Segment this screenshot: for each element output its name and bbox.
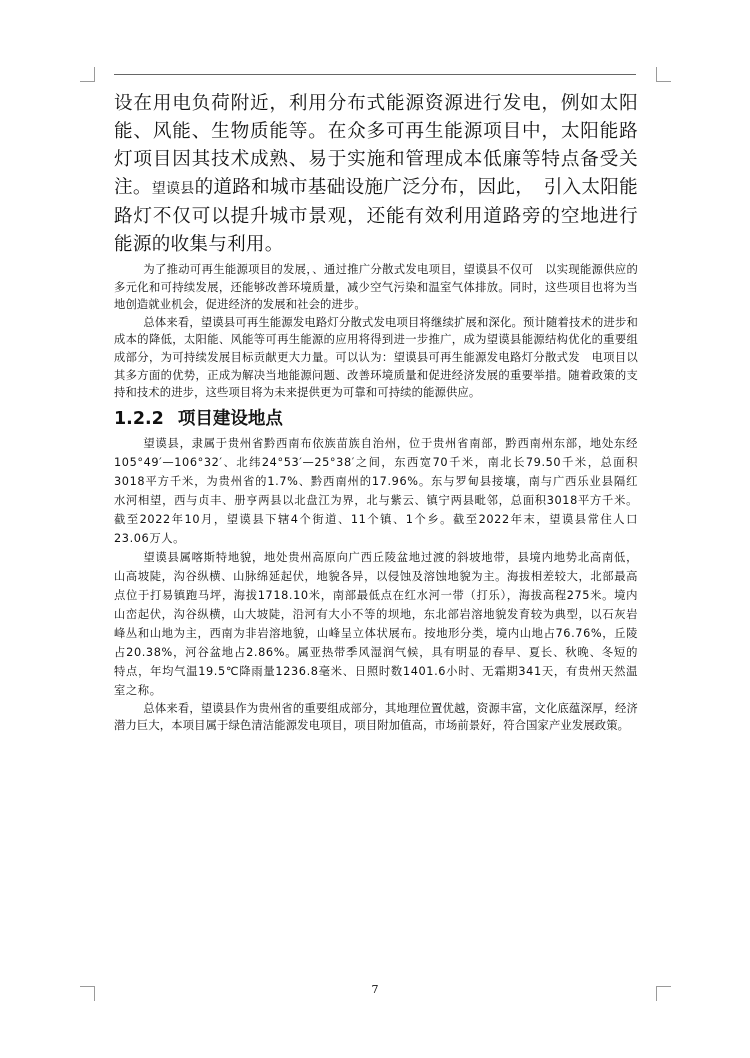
page-body xyxy=(114,90,638,735)
summary-paragraph: 总体来看，望谟县作为贵州省的重要组成部分，其地理位置优越，资源丰富，文化底蕴深厚，经济潜力巨大，本项目属于绿色清洁能源发电项目，项目附加值高，市场前景好，符合国家产业发展政策。 xyxy=(114,701,638,733)
lead-text-2: 的道路和城市基础设施广泛分布，因此， 引入太阳能路灯不仅可以提升城市景观，还能有效利用道路旁的空地进行能源的收集与利用。 xyxy=(114,177,639,255)
section-number: 1.2.2 xyxy=(114,408,164,429)
lead-county: 望谟县 xyxy=(151,181,195,197)
lead-paragraph xyxy=(114,90,638,259)
page-number: 7 xyxy=(371,983,379,996)
section-heading xyxy=(114,407,638,431)
location-paragraph: 望谟县，隶属于贵州省黔西南布依族苗族自治州，位于贵州省南部，黔西南州东部，地处东经105°49′—106°32′、北纬24°53′—25°38′之间，东西宽70千米，南北长79.50千米，总面积3018平方千米，为贵州省的1.7%、黔西南州的17.96%。东与罗甸县接壤，南与广西乐业县隔红水河相望，西与贞丰、册亨两县以北盘江为界，北与紫云、镇宁两县毗邻，总面积3018平方千米。截至2022年10月，望谟县下辖4个街道、11个镇、1个乡。截至2022年末，望谟县常住人口23.06万人。 xyxy=(114,436,638,545)
crop-mark-top-right xyxy=(656,67,671,82)
body-paragraph-1: 为了推动可再生能源项目的发展，、通过推广分散式发电项目，望谟县不仅可 以实现能源供应的多元化和可持续发展，还能够改善环境质量，减少空气污染和温室气体排放。同时，这些项目也将为当地创造就业机会，促进经济的发展和社会的进步。 xyxy=(114,263,638,312)
terrain-paragraph: 望谟县属喀斯特地貌，地处贵州高原向广西丘陵盆地过渡的斜坡地带，县境内地势北高南低，山高坡陡，沟谷纵横、山脉绵延起伏，地貌各异，以侵蚀及溶蚀地貌为主。海拔相差较大，北部最高点位于打易镇跑马坪，海拔1718.10米，南部最低点在红水河一带（打乐），海拔高程275米。境内山峦起伏，沟谷纵横，山大坡陡，沿河有大小不等的坝地，东北部岩溶地貌发育较为典型，以石灰岩峰丛和山地为主，西南为非岩溶地貌，山峰呈立体状展布。按地形分类，境内山地占76.76%，丘陵占20.38%，河谷盆地占2.86%。属亚热带季风湿润气候，具有明显的春早、夏长、秋晚、冬短的特点，年均气温19.5℃降雨量1236.8毫米、日照时数1401.6小时、无霜期341天，有贵州天然温室之称。 xyxy=(114,550,638,697)
body-paragraph-2: 总体来看，望谟县可再生能源发电路灯分散式发电项目将继续扩展和深化。预计随着技术的进步和成本的降低，太阳能、风能等可再生能源的应用将得到进一步推广，成为望谟县能源结构优化的重要组成部分，为可持续发展目标贡献更大力量。可以认为：望谟县可再生能源发电路灯分散式发 电项目以其多方面的优势，正成为解决当地能源问题、改善环境质量和促进经济发展的重要举措。随着政策的支持和技术的进步，这些项目将为未来提供更为可靠和可持续的能源供应。 xyxy=(114,315,638,400)
section-title: 项目建设地点 xyxy=(177,408,283,429)
lead-text-1: 设在用电负荷附近，利用分布式能源资源进行发电，例如太阳能、风能、生物质能等。在众多可再生能源项目中，太阳能路灯项目因其技术成熟、易于实施和管理成本低廉等特点备受关注。 xyxy=(114,93,638,198)
crop-mark-top-left xyxy=(80,67,95,82)
header-rule xyxy=(114,74,636,75)
